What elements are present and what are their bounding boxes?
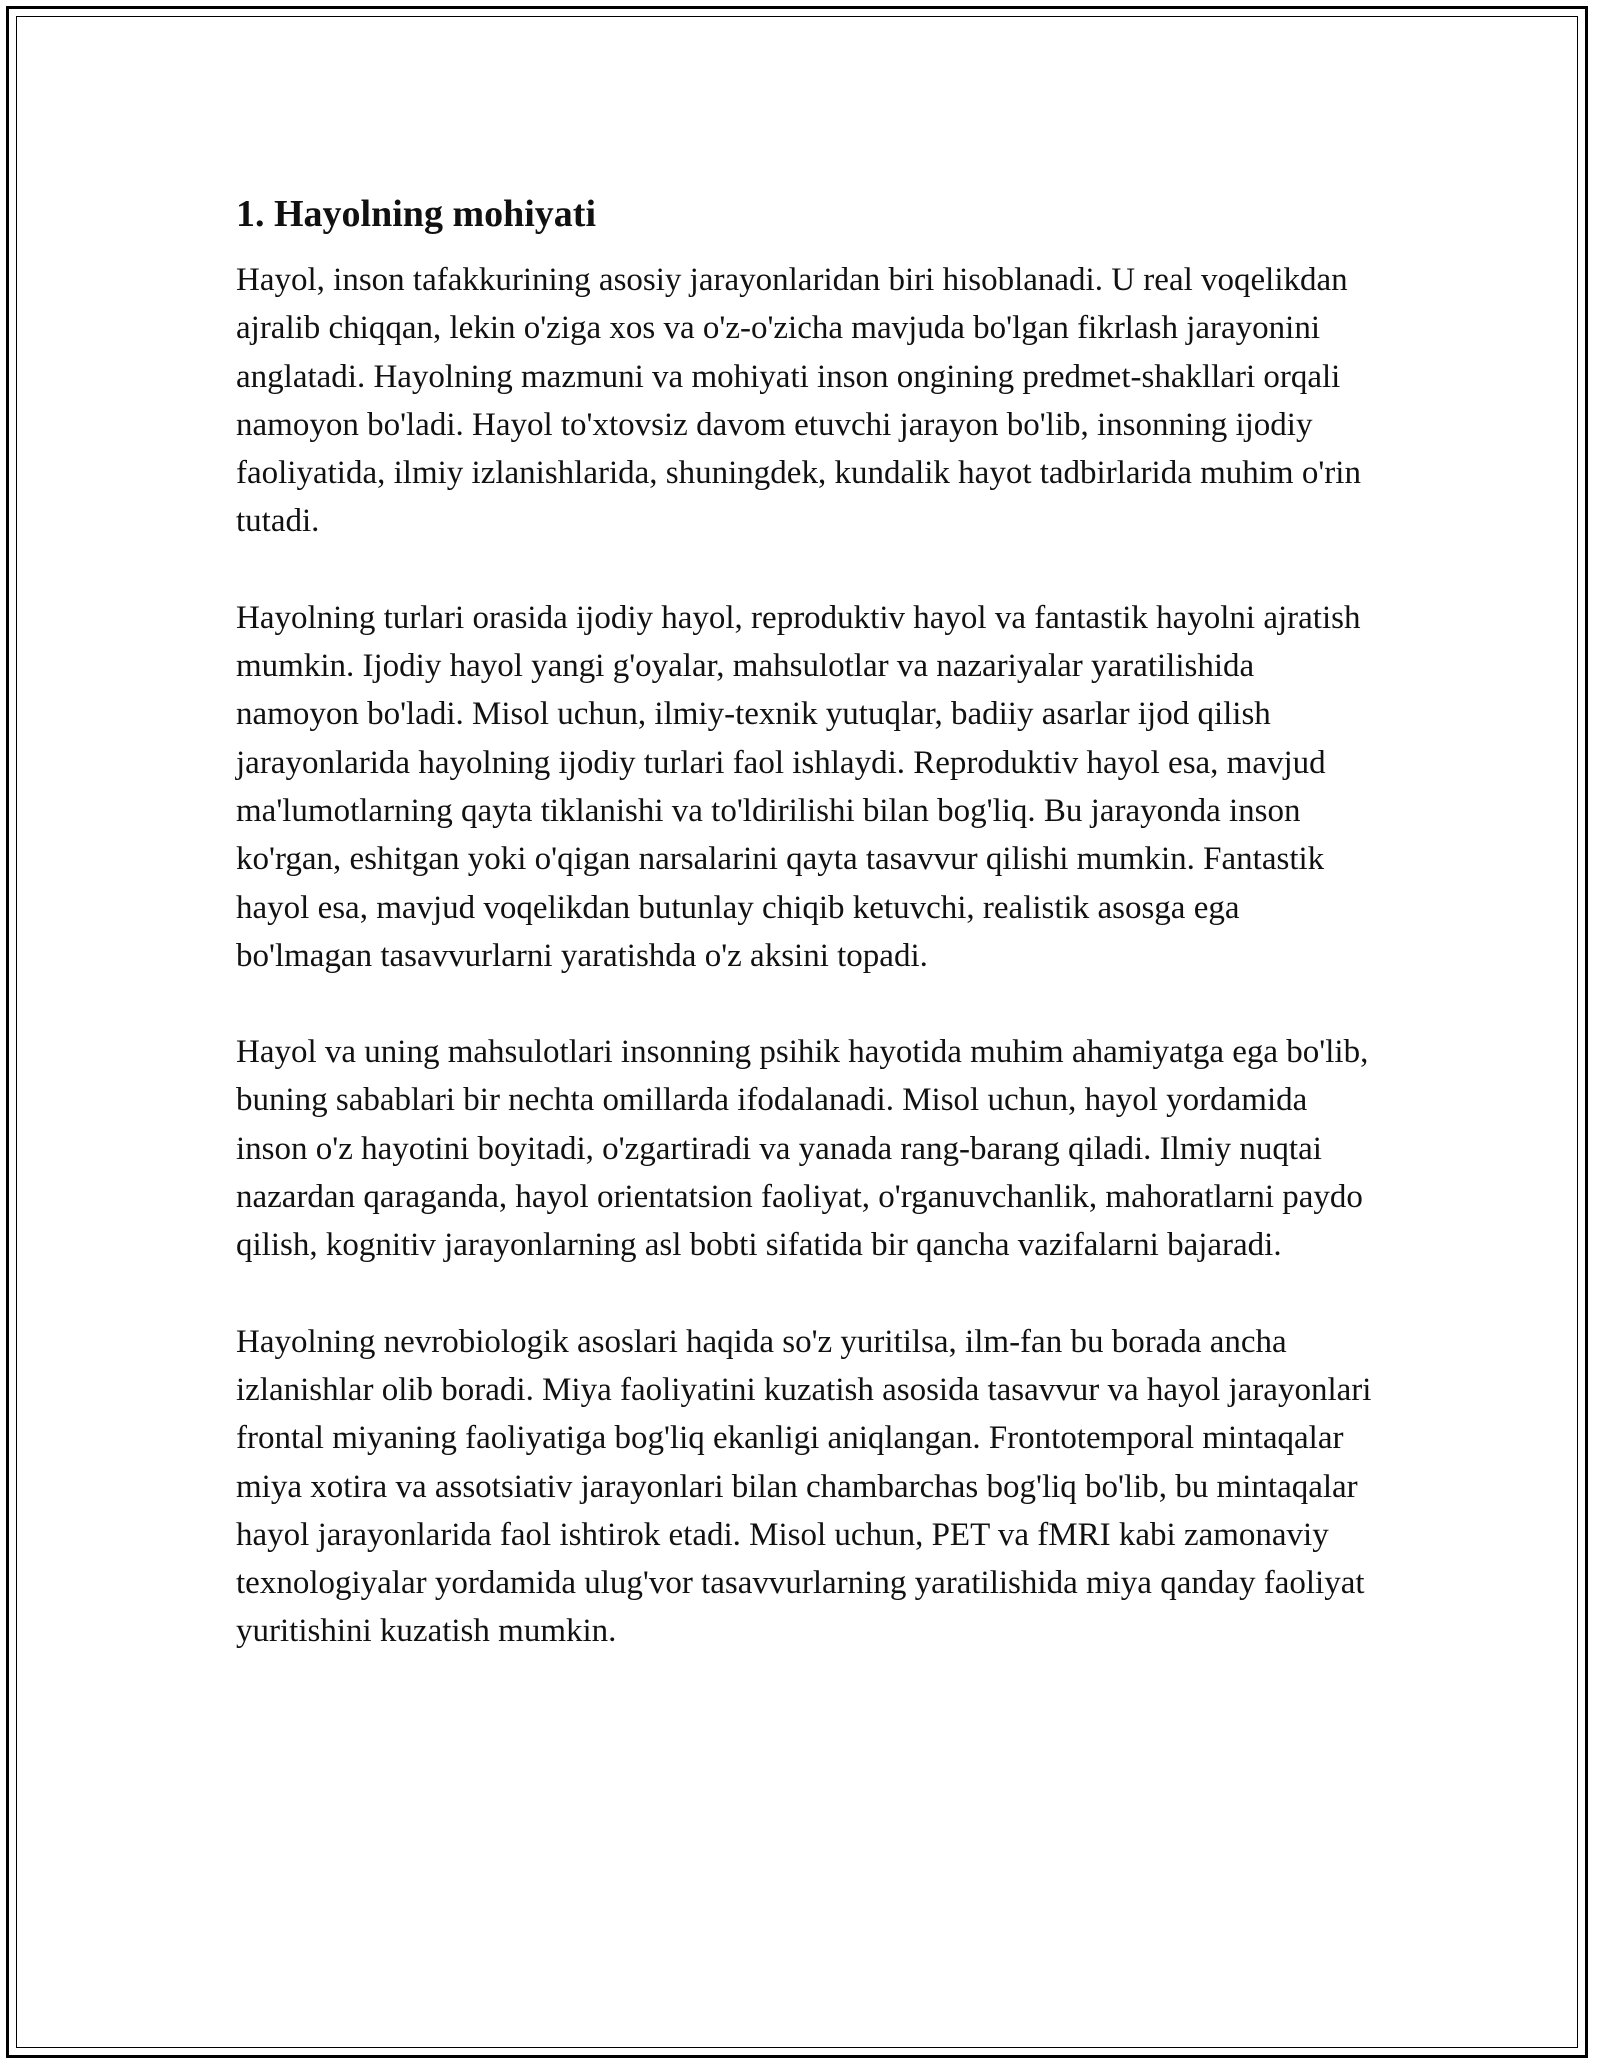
section-heading: 1. Hayolning mohiyati <box>236 193 596 235</box>
paragraph-1: Hayol, inson tafakkurining asosiy jarayonlaridan biri hisoblanadi. U real voqelikdan ajralib chiqqan, lekin o'ziga xos va o'z-o'zicha mavjuda bo'lgan fikrlash jarayonini anglatadi. Hayolning mazmuni va mohiyati inson ongining predmet-shakllari orqali namoyon bo'ladi. Hayol to'xtovsiz davom etuvchi jarayon bo'lib, insonning ijodiy faoliyatida, ilmiy izlanishlarida, shuningdek, kundalik hayot tadbirlarida muhim o'rin tutadi. <box>236 262 1361 540</box>
document-body <box>236 188 1376 1704</box>
paragraph-2: Hayolning turlari orasida ijodiy hayol, reproduktiv hayol va fantastik hayolni ajratish mumkin. Ijodiy hayol yangi g'oyalar, mahsulotlar va nazariyalar yaratilishida namoyon bo'ladi. Misol uchun, ilmiy-texnik yutuqlar, badiiy asarlar ijod qilish jarayonlarida hayolning ijodiy turlari faol ishlaydi. Reproduktiv hayol esa, mavjud ma'lumotlarning qayta tiklanishi va to'ldirilishi bilan bog'liq. Bu jarayonda inson ko'rgan, eshitgan yoki o'qigan narsalarini qayta tasavvur qilishi mumkin. Fantastik hayol esa, mavjud voqelikdan butunlay chiqib ketuvchi, realistik asosga ega bo'lmagan tasavvurlarni yaratishda o'z aksini topadi. <box>236 599 1361 974</box>
paragraph-3: Hayol va uning mahsulotlari insonning psihik hayotida muhim ahamiyatga ega bo'lib, buning sabablari bir nechta omillarda ifodalanadi. Misol uchun, hayol yordamida inson o'z hayotini boyitadi, o'zgartiradi va yanada rang-barang qiladi. Ilmiy nuqtai nazardan qaraganda, hayol orientatsion faoliyat, o'rganuvchanlik, mahoratlarni paydo qilish, kognitiv jarayonlarning asl bobti sifatida bir qancha vazifalarni bajaradi. <box>236 1034 1369 1264</box>
paragraph-4: Hayolning nevrobiologik asoslari haqida so'z yuritilsa, ilm-fan bu borada ancha izlanishlar olib boradi. Miya faoliyatini kuzatish asosida tasavvur va hayol jarayonlari frontal miyaning faoliyatiga bog'liq ekanligi aniqlangan. Frontotemporal mintaqalar miya xotira va assotsiativ jarayonlari bilan chambarchas bog'liq bo'lib, bu mintaqalar hayol jarayonlarida faol ishtirok etadi. Misol uchun, PET va fMRI kabi zamonaviy texnologiyalar yordamida ulug'vor tasavvurlarning yaratilishida miya qanday faoliyat yuritishini kuzatish mumkin. <box>236 1323 1372 1650</box>
